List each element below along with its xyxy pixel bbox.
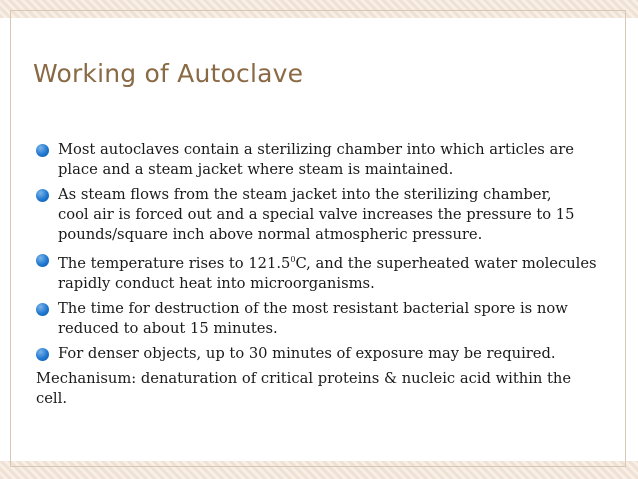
bullet-item-3 (36, 250, 601, 294)
bullet-5-line-1: For denser objects, up to 30 minutes of exposure may be required. (58, 344, 556, 362)
mechanism-paragraph (36, 369, 601, 409)
slide-body (36, 140, 601, 409)
bullet-2-line-3: pounds/square inch above normal atmospheric pressure. (58, 226, 483, 243)
bullet-dot-icon (36, 303, 49, 316)
bullet-1-line-2: place and a steam jacket where steam is maintained. (58, 161, 454, 178)
bullet-3-prefix: The temperature rises to 121.5 (58, 254, 291, 272)
slide-title: Working of Autoclave (33, 59, 304, 88)
bullet-dot-icon (36, 144, 49, 157)
bullet-3-suffix: C, and the superheated water molecules (295, 254, 597, 272)
bullet-item-4 (36, 299, 601, 339)
bullet-item-1 (36, 140, 601, 180)
mechanism-line-2: cell. (36, 389, 67, 407)
bullet-item-5 (36, 344, 601, 364)
bullet-3-line-2: rapidly conduct heat into microorganisms. (58, 274, 375, 292)
mechanism-line-1: Mechanisum: denaturation of critical proteins & nucleic acid within the (36, 369, 572, 387)
bullet-1-line-1: Most autoclaves contain a sterilizing chamber into which articles are (58, 141, 574, 158)
bullet-item-2 (36, 185, 601, 245)
bullet-dot-icon (36, 189, 49, 202)
bullet-2-line-1: As steam flows from the steam jacket into the sterilizing chamber, (58, 186, 552, 203)
degree-superscript: 0 (290, 255, 296, 264)
bullet-dot-icon (36, 254, 49, 267)
bullet-4-line-2: reduced to about 15 minutes. (58, 319, 278, 337)
bullet-dot-icon (36, 348, 49, 361)
bullet-4-line-1: The time for destruction of the most resistant bacterial spore is now (58, 299, 568, 317)
bullet-2-line-2: cool air is forced out and a special valve increases the pressure to 15 (58, 206, 575, 223)
